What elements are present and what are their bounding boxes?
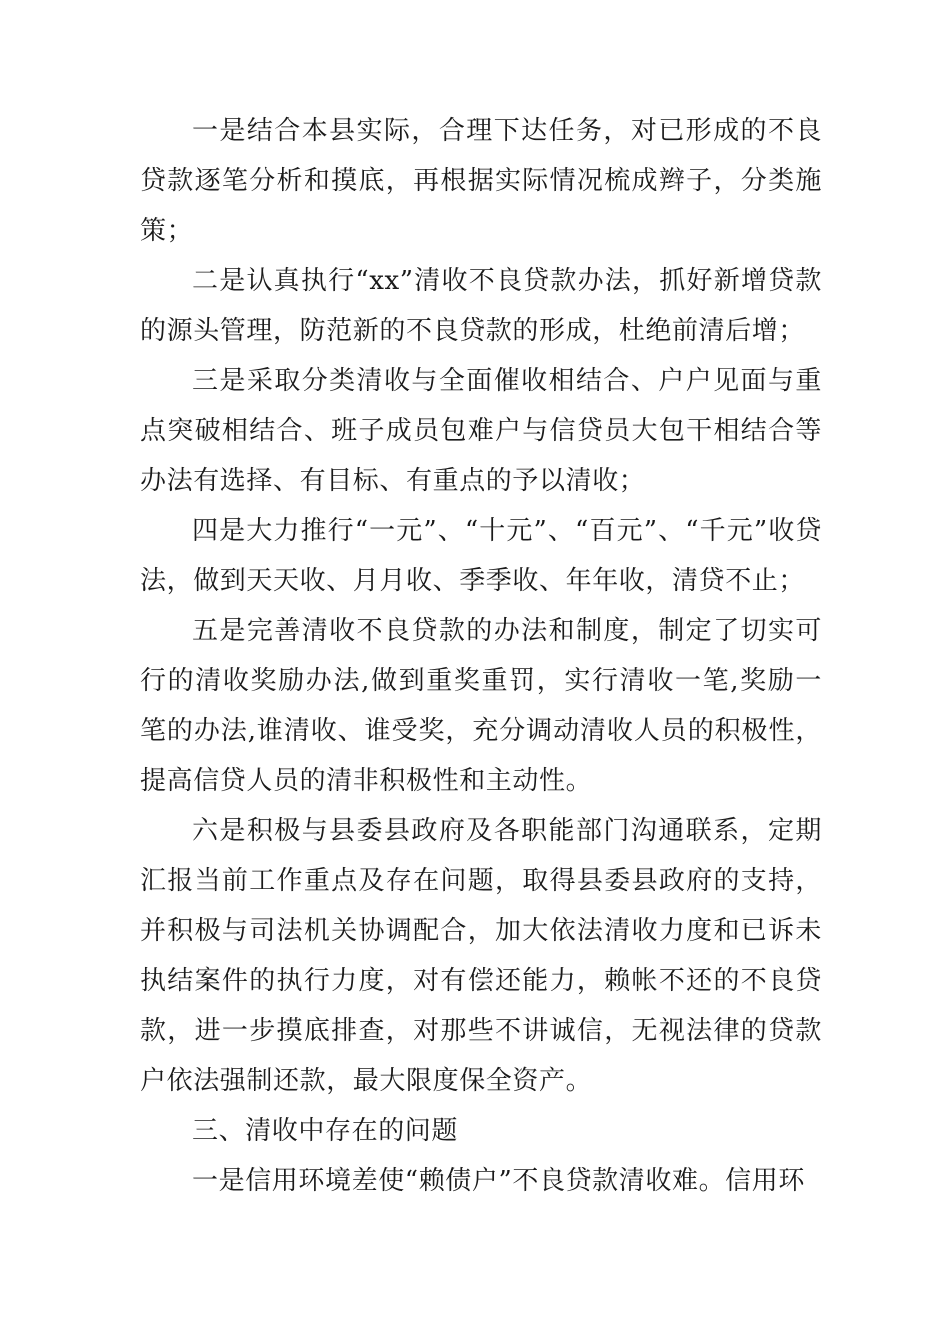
section-heading: 三、清收中存在的问题: [192, 1116, 459, 1146]
document-body: [140, 106, 822, 1206]
paragraph-4: 四是大力推行“一元”、“十元”、“百元”、“千元”收贷法，做到天天收、月月收、季季收、年年收，清贷不止；: [140, 516, 822, 596]
paragraph-6: 六是积极与县委县政府及各职能部门沟通联系，定期汇报当前工作重点及存在问题，取得县委县政府的支持，并积极与司法机关协调配合，加大依法清收力度和已诉未执结案件的执行力度，对有偿还能力，赖帐不还的不良贷款，进一步摸底排查，对那些不讲诚信，无视法律的贷款户依法强制还款，最大限度保全资产。: [140, 816, 822, 1096]
paragraph-2: 二是认真执行“xx”清收不良贷款办法，抓好新增贷款的源头管理，防范新的不良贷款的形成，杜绝前清后增；: [140, 266, 822, 346]
paragraph-7: 一是信用环境差使“赖债户”不良贷款清收难。信用环: [192, 1166, 805, 1196]
paragraph-1: 一是结合本县实际，合理下达任务，对已形成的不良贷款逐笔分析和摸底，再根据实际情况梳成辫子，分类施策；: [140, 116, 822, 246]
paragraph-3: 三是采取分类清收与全面催收相结合、户户见面与重点突破相结合、班子成员包难户与信贷员大包干相结合等办法有选择、有目标、有重点的予以清收；: [140, 366, 822, 496]
paragraph-5: 五是完善清收不良贷款的办法和制度，制定了切实可行的清收奖励办法,做到重奖重罚，实行清收一笔,奖励一笔的办法,谁清收、谁受奖，充分调动清收人员的积极性，提高信贷人员的清非积极性和主动性。: [140, 616, 822, 796]
